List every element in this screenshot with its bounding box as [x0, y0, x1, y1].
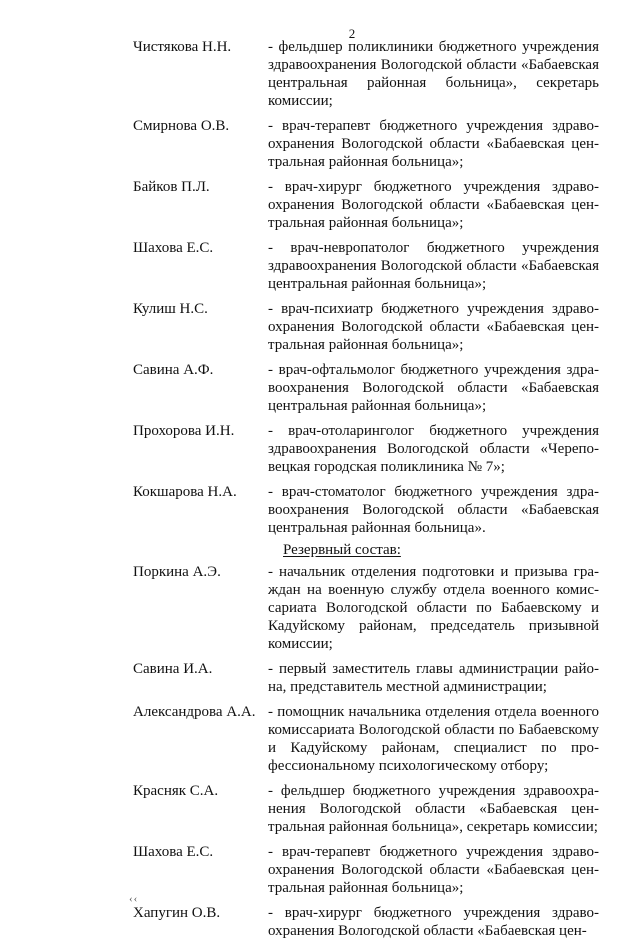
member-entry: [0, 38, 640, 110]
member-role: - помощник начальника отделения отдела военного комиссариата Вологодской области по Бабаевскому и Кадуйскому районам, специалист по профессиональному психологическому отбору;: [268, 704, 599, 774]
member-name: Кокшарова Н.А.: [133, 484, 237, 500]
member-role: - фельдшер бюджетного учреждения здравоохранения Вологодской области «Бабаевская центральная районная больница», секретарь комиссии;: [268, 783, 599, 835]
member-entry: [0, 361, 640, 415]
member-entry: [0, 117, 640, 171]
member-name: Савина И.А.: [133, 661, 213, 677]
member-entry: [0, 422, 640, 476]
commission-list: [0, 38, 640, 940]
member-role: - врач-хирург бюджетного учреждения здравоохранения Вологодской области «Бабаевская цен-: [268, 905, 599, 939]
reserve-member-entry: [0, 782, 640, 836]
member-entry: [0, 483, 640, 537]
member-entry: [0, 178, 640, 232]
member-name: Шахова Е.С.: [133, 844, 214, 860]
member-role: - врач-терапевт бюджетного учреждения здравоохранения Вологодской области «Бабаевская центральная районная больница»;: [268, 844, 599, 896]
reserve-member-entry: [0, 563, 640, 653]
member-name: Шахова Е.С.: [133, 240, 214, 256]
footer-scan-mark: ‹‹: [129, 893, 139, 905]
member-name: Смирнова О.В.: [133, 118, 230, 134]
member-role: - врач-психиатр бюджетного учреждения здравоохранения Вологодской области «Бабаевская центральная районная больница»;: [268, 301, 599, 353]
member-name: Савина А.Ф.: [133, 362, 214, 378]
member-name: Красняк С.А.: [133, 783, 219, 799]
member-role: - врач-стоматолог бюджетного учреждения здравоохранения Вологодской области «Бабаевская центральная районная больница».: [268, 484, 599, 536]
member-name: Прохорова И.Н.: [133, 423, 235, 439]
page-number: 2: [348, 26, 356, 41]
member-role: - врач-хирург бюджетного учреждения здравоохранения Вологодской области «Бабаевская центральная районная больница»;: [268, 179, 599, 231]
member-name: Александрова А.А.: [133, 704, 256, 720]
reserve-member-entry: [0, 843, 640, 897]
reserve-member-entry: [0, 904, 640, 940]
member-name: Поркина А.Э.: [133, 564, 221, 580]
member-name: Чистякова Н.Н.: [133, 39, 232, 55]
member-role: - врач-отоларинголог бюджетного учреждения здравоохранения Вологодской области «Череповецкая городская поликлиника № 7»;: [268, 423, 599, 475]
member-role: - начальник отделения подготовки и призыва граждан на военную службу отдела военного комиссариата Вологодской области по Бабаевскому и Кадуйскому районам, председатель призывной комиссии;: [268, 564, 599, 652]
reserve-member-entry: [0, 660, 640, 696]
member-entry: [0, 300, 640, 354]
reserve-member-entry: [0, 703, 640, 775]
member-entry: [0, 239, 640, 293]
member-role: - первый заместитель главы администрации района, представитель местной администрации;: [268, 661, 599, 695]
member-role: - фельдшер поликлиники бюджетного учреждения здравоохранения Вологодской области «Бабаевская центральная районная больница», секретарь комиссии;: [268, 39, 599, 109]
member-name: Хапугин О.В.: [133, 905, 221, 921]
member-role: - врач-терапевт бюджетного учреждения здравоохранения Вологодской области «Бабаевская центральная районная больница»;: [268, 118, 599, 170]
reserve-section-heading: Резервный состав:: [283, 542, 401, 558]
member-role: - врач-невропатолог бюджетного учреждения здравоохранения Вологодской области «Бабаевская центральная районная больница»;: [268, 240, 599, 292]
member-name: Байков П.Л.: [133, 179, 210, 195]
member-name: Кулиш Н.С.: [133, 301, 208, 317]
member-role: - врач-офтальмолог бюджетного учреждения здравоохранения Вологодской области «Бабаевская центральная районная больница»;: [268, 362, 599, 414]
